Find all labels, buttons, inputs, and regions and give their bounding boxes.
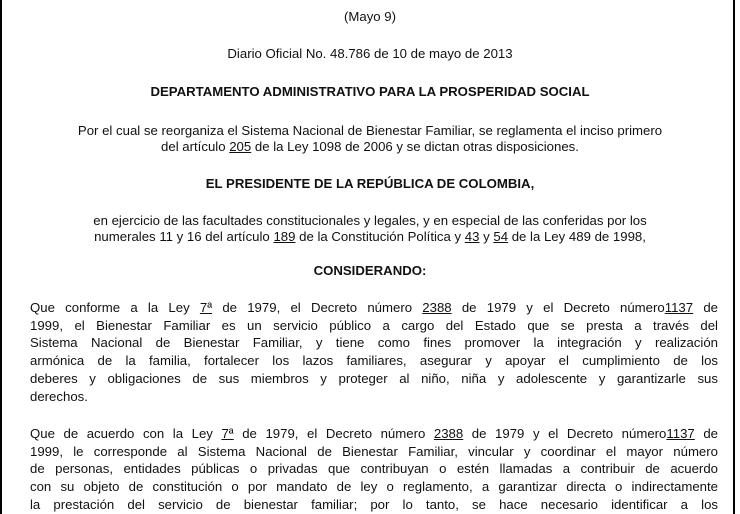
para-text: de: [694, 426, 718, 441]
paragraph-2-line: [30, 425, 718, 443]
summary-text: del artículo: [161, 139, 230, 154]
powers-text: de la Constitución Política y: [295, 229, 465, 244]
para-text: de 1979 y el Decreto número: [451, 300, 665, 315]
summary-text: de la Ley 1098 de 2006 y se dictan otras disposiciones.: [251, 139, 579, 154]
paragraph-2-line: 1999, le corresponde al Sistema Nacional de Bienestar Familiar, vincular y coordinar el mayor número: [30, 443, 718, 459]
paragraph-2-line: de personas, entidades públicas o privadas que contribuyan o estén llamadas a contribuir de acuerdo: [30, 461, 718, 477]
powers-text: numerales 11 y 16 del artículo: [94, 229, 274, 244]
powers-text: de la Ley 489 de 1998,: [508, 229, 646, 244]
article-43-link[interactable]: 43: [464, 229, 480, 244]
para-text: de: [693, 300, 718, 315]
summary-line-1: Por el cual se reorganiza el Sistema Nacional de Bienestar Familiar, se reglamenta el inciso primero: [77, 123, 663, 138]
para-text: de 1979, el Decreto número: [212, 300, 423, 315]
para-text: de 1979, el Decreto número: [233, 426, 434, 441]
powers-line-2: [0, 229, 740, 245]
para-text: de 1979 y el Decreto número: [463, 426, 667, 441]
paragraph-1-line: derechos.: [30, 388, 88, 404]
paragraph-1-line: [30, 299, 718, 317]
para-text: Que de acuerdo con la Ley: [30, 426, 222, 441]
decreto-2388-link[interactable]: 2388: [433, 426, 464, 441]
summary-line-2: [0, 139, 740, 155]
paragraph-1-line: Sistema Nacional de Bienestar Familiar, y tiene como fines promover la integración y realización: [30, 335, 718, 351]
article-189-link[interactable]: 189: [273, 229, 296, 244]
paragraph-1-line: armónica de la familia, fortalecer los lazos familiares, asegurar y apoyar el cumplimiento de los: [30, 353, 718, 369]
article-54-link[interactable]: 54: [493, 229, 509, 244]
paragraph-2: [30, 425, 718, 514]
date-line: (Mayo 9): [343, 9, 397, 24]
article-205-link[interactable]: 205: [229, 139, 252, 154]
considering-heading: CONSIDERANDO:: [313, 263, 427, 278]
paragraph-2-line: la prestación del servicio de bienestar familiar; por lo tanto, se hace necesario identificar a los: [30, 496, 718, 512]
gazette-line: Diario Oficial No. 48.786 de 10 de mayo de 2013: [227, 46, 513, 61]
powers-line-1: en ejercicio de las facultades constitucionales y legales, y en especial de las conferidas por los: [93, 213, 647, 228]
paragraph-2-line: con su objeto de constitución o por mandato de ley o reglamento, a garantizar directa o indirectamente: [30, 479, 718, 495]
decreto-2388-link[interactable]: 2388: [422, 300, 452, 315]
decreto-1137-link[interactable]: 1137: [664, 300, 694, 315]
authority-heading: EL PRESIDENTE DE LA REPÚBLICA DE COLOMBIA,: [205, 176, 535, 191]
ley-7-link[interactable]: 7ª: [199, 300, 213, 315]
ley-7-link[interactable]: 7ª: [221, 426, 234, 441]
department-heading: DEPARTAMENTO ADMINISTRATIVO PARA LA PROSPERIDAD SOCIAL: [150, 84, 590, 99]
paragraph-1-line: deberes y obligaciones de sus miembros y proteger al niño, niña y adolescente y garantizarle sus: [30, 370, 718, 386]
paragraph-1-line: 1999, el Bienestar Familiar es un servicio público a cargo del Estado que se presta a través del: [30, 317, 718, 333]
powers-text: y: [479, 229, 494, 244]
decreto-1137-link[interactable]: 1137: [666, 426, 695, 441]
paragraph-1: [30, 299, 718, 405]
para-text: Que conforme a la Ley: [30, 300, 200, 315]
